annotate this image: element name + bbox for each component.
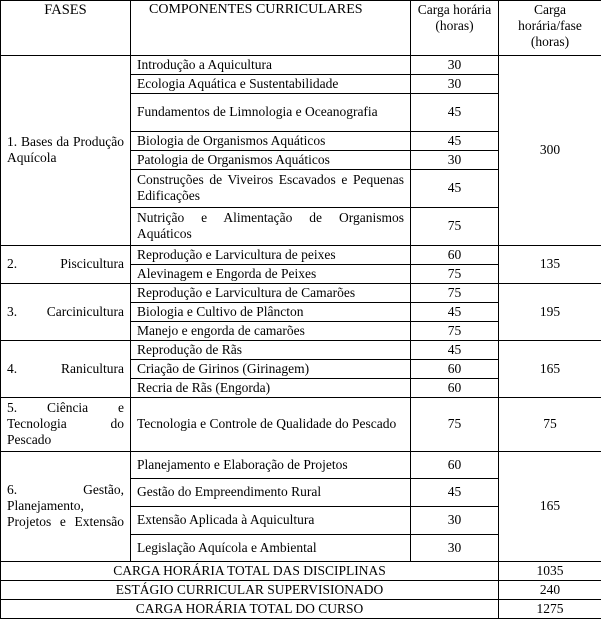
component-hours: 30 [411, 74, 499, 93]
phase-name: 2. Piscicultura [1, 245, 131, 283]
component-hours: 60 [411, 451, 499, 478]
component-name: Recria de Rãs (Engorda) [131, 378, 411, 397]
total-label: CARGA HORÁRIA TOTAL DAS DISCIPLINAS [1, 561, 499, 580]
component-hours: 45 [411, 478, 499, 506]
component-name: Extensão Aplicada à Aquicultura [131, 506, 411, 534]
component-hours: 75 [411, 207, 499, 245]
phase-total: 135 [499, 245, 601, 283]
phase-total: 195 [499, 283, 601, 340]
component-name: Reprodução e Larvicultura de peixes [131, 245, 411, 264]
header-row [1, 1, 601, 56]
total-label: CARGA HORÁRIA TOTAL DO CURSO [1, 599, 499, 618]
component-name: Reprodução de Rãs [131, 340, 411, 359]
component-hours: 45 [411, 169, 499, 207]
component-name: Biologia e Cultivo de Plâncton [131, 302, 411, 321]
phase-name: 5. Ciência e Tecnologia do Pescado [1, 397, 131, 451]
component-name: Nutrição e Alimentação de Organismos Aquáticos [131, 207, 411, 245]
phase-name: 3. Carcinicultura [1, 283, 131, 340]
component-name: Biologia de Organismos Aquáticos [131, 131, 411, 150]
component-hours: 45 [411, 340, 499, 359]
component-hours: 75 [411, 264, 499, 283]
phase-name: 1. Bases da Produção Aquícola [1, 56, 131, 246]
component-name: Planejamento e Elaboração de Projetos [131, 451, 411, 478]
table-row [1, 340, 601, 359]
total-value: 1275 [499, 599, 601, 618]
header-carga-fase: Carga horária/fase (horas) [499, 1, 601, 56]
table-row [1, 245, 601, 264]
header-carga: Carga horária (horas) [411, 1, 499, 56]
table-row [1, 451, 601, 478]
component-hours: 75 [411, 283, 499, 302]
component-hours: 45 [411, 302, 499, 321]
table-row [1, 283, 601, 302]
component-hours: 45 [411, 131, 499, 150]
total-label: ESTÁGIO CURRICULAR SUPERVISIONADO [1, 580, 499, 599]
total-value: 1035 [499, 561, 601, 580]
table-row [1, 397, 601, 451]
header-fases: FASES [1, 1, 131, 56]
component-hours: 60 [411, 378, 499, 397]
component-hours: 30 [411, 56, 499, 75]
total-row [1, 561, 601, 580]
component-name: Gestão do Empreendimento Rural [131, 478, 411, 506]
component-hours: 60 [411, 245, 499, 264]
component-name: Patologia de Organismos Aquáticos [131, 150, 411, 169]
phase-total: 165 [499, 340, 601, 397]
component-hours: 30 [411, 534, 499, 561]
component-name: Legislação Aquícola e Ambiental [131, 534, 411, 561]
phase-total: 300 [499, 56, 601, 246]
component-name: Tecnologia e Controle de Qualidade do Pescado [131, 397, 411, 451]
component-name: Alevinagem e Engorda de Peixes [131, 264, 411, 283]
component-name: Reprodução e Larvicultura de Camarões [131, 283, 411, 302]
component-hours: 30 [411, 150, 499, 169]
component-hours: 45 [411, 93, 499, 131]
phase-total: 75 [499, 397, 601, 451]
component-name: Manejo e engorda de camarões [131, 321, 411, 340]
component-hours: 75 [411, 321, 499, 340]
phase-name: 6. Gestão, Planejamento, Projetos e Extensão [1, 451, 131, 561]
component-name: Introdução a Aquicultura [131, 56, 411, 75]
component-hours: 60 [411, 359, 499, 378]
phase-total: 165 [499, 451, 601, 561]
component-name: Criação de Girinos (Girinagem) [131, 359, 411, 378]
table-row [1, 56, 601, 75]
phase-name: 4. Ranicultura [1, 340, 131, 397]
component-hours: 30 [411, 506, 499, 534]
total-row [1, 580, 601, 599]
component-name: Construções de Viveiros Escavados e Pequenas Edificações [131, 169, 411, 207]
component-name: Ecologia Aquática e Sustentabilidade [131, 74, 411, 93]
header-componentes: COMPONENTES CURRICULARES [131, 1, 411, 56]
component-hours: 75 [411, 397, 499, 451]
component-name: Fundamentos de Limnologia e Oceanografia [131, 93, 411, 131]
total-row [1, 599, 601, 618]
total-value: 240 [499, 580, 601, 599]
